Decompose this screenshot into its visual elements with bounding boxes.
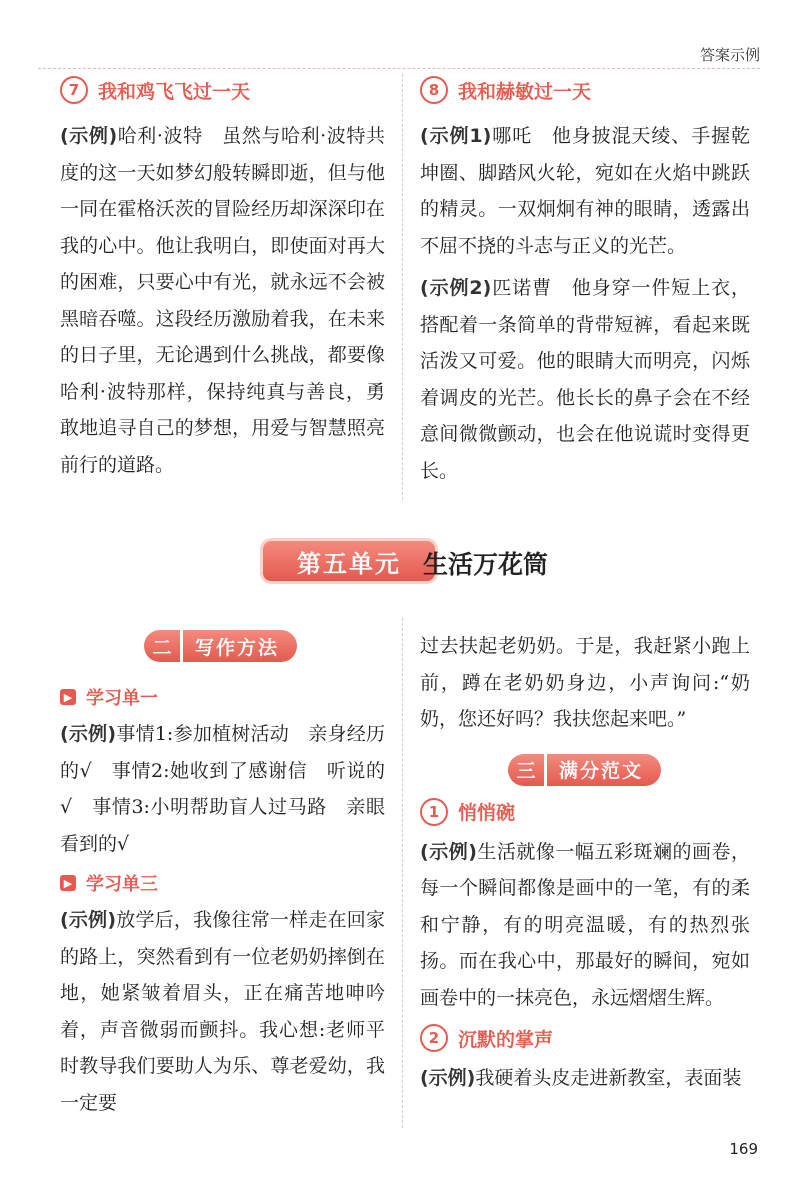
paragraph-text: 哪吒 他身披混天绫、手握乾坤圈、脚踏风火轮，宛如在火焰中跳跃的精灵。一双炯炯有神的眼睛，透露出不屈不挠的斗志与正义的光芒。 xyxy=(420,125,750,257)
essay-item-2-paragraph xyxy=(420,1060,750,1097)
section-number: 二 xyxy=(144,630,180,662)
section-label: 写作方法 xyxy=(183,630,297,662)
top-column-divider xyxy=(402,74,403,500)
continued-paragraph: 过去扶起老奶奶。于是，我赶紧小跑上前，蹲在老奶奶身边，小声询问:“奶奶，您还好吗？我扶您起来吧。” xyxy=(420,635,750,730)
example-tag: (示例) xyxy=(60,125,118,147)
paragraph-text: 我硬着头皮走进新教室，表面装 xyxy=(475,1067,742,1089)
paragraph-text: 事情1:参加植树活动 亲身经历的√ 事情2:她收到了感谢信 听说的√ 事情3:小明帮助盲人过马路 亲眼看到的√ xyxy=(60,723,385,855)
top-right-column xyxy=(420,74,750,489)
number-1-badge: 1 xyxy=(420,798,448,826)
essay-title-text: 沉默的掌声 xyxy=(458,1028,554,1051)
paragraph-text: 生活就像一幅五彩斑斓的画卷，每一个瞬间都像是画中的一笔，有的柔和宁静，有的明亮温暖，有的热烈张扬。而在我心中，那最好的瞬间，宛如画卷中的一抹亮色，永远熠熠生辉。 xyxy=(420,840,750,1009)
unit-header xyxy=(50,537,750,583)
section-model-essays xyxy=(508,752,750,788)
essay-title-8 xyxy=(420,74,750,106)
paragraph-text: 匹诺曹 他身穿一件短上衣，搭配着一条简单的背带短裤，看起来既活泼又可爱。他的眼睛大而明亮，闪烁着调皮的光芒。他长长的鼻子会在不经意间微微颤动，也会在他说谎时变得更长。 xyxy=(420,277,750,482)
example-tag: (示例2) xyxy=(420,277,492,299)
number-8-badge: 8 xyxy=(420,76,448,104)
study-sheet-3-paragraph xyxy=(60,902,385,1121)
paragraph-text: 哈利·波特 虽然与哈利·波特共度的这一天如梦幻般转瞬即逝，但与他一同在霍格沃茨的冒险经历却深深印在我的心中。他让我明白，即使面对再大的困难，只要心中有光，就永远不会被黑暗吞噬。这段经历激励着我，在未来的日子里，无论遇到什么挑战，都要像哈利·波特那样，保持纯真与善良，勇敢地追寻自己的梦想，用爱与智慧照亮前行的道路。 xyxy=(60,125,385,476)
arrow-right-icon: ▶ xyxy=(60,875,76,891)
unit-badge: 第五单元 xyxy=(263,541,435,581)
essay-title-text: 悄悄碗 xyxy=(458,802,516,824)
example-tag: (示例) xyxy=(60,723,117,745)
example-tag: (示例) xyxy=(420,1067,476,1089)
bottom-left-column xyxy=(60,628,385,1121)
section-label: 满分范文 xyxy=(547,754,661,786)
example-paragraph-1 xyxy=(420,118,750,264)
study-sheet-title: 学习单一 xyxy=(86,688,158,709)
section-writing-method xyxy=(144,628,385,664)
top-left-column xyxy=(60,74,385,483)
example-tag: (示例1) xyxy=(420,125,492,147)
header-divider xyxy=(38,68,760,69)
bottom-column-divider xyxy=(402,618,403,1128)
example-tag: (示例) xyxy=(420,840,477,863)
essay-item-2-title xyxy=(420,1022,750,1054)
essay-item-1-title xyxy=(420,796,750,828)
essay-title-7 xyxy=(60,74,385,106)
study-sheet-1-paragraph xyxy=(60,716,385,862)
example-paragraph-2 xyxy=(420,270,750,489)
page-number: 169 xyxy=(729,1140,758,1158)
essay-title-text: 我和鸡飞飞过一天 xyxy=(98,80,251,103)
header-label: 答案示例 xyxy=(699,46,760,64)
number-2-badge: 2 xyxy=(420,1024,448,1052)
number-7-badge: 7 xyxy=(60,76,88,104)
arrow-right-icon: ▶ xyxy=(60,689,76,705)
essay-paragraph xyxy=(60,118,385,483)
unit-topic: 生活万花筒 xyxy=(423,550,549,579)
section-number: 三 xyxy=(508,754,544,786)
study-sheet-3-heading xyxy=(60,868,385,898)
study-sheet-title: 学习单三 xyxy=(86,874,158,895)
essay-title-text: 我和赫敏过一天 xyxy=(458,80,592,103)
example-tag: (示例) xyxy=(60,909,117,931)
paragraph-text: 放学后，我像往常一样走在回家的路上，突然看到有一位老奶奶摔倒在地，她紧皱着眉头，正在痛苦地呻吟着，声音微弱而颤抖。我心想:老师平时教导我们要助人为乐、尊老爱幼，我一定要 xyxy=(60,909,385,1114)
bottom-right-column xyxy=(420,628,750,1097)
study-sheet-1-heading xyxy=(60,682,385,712)
essay-item-1-paragraph xyxy=(420,834,750,1017)
